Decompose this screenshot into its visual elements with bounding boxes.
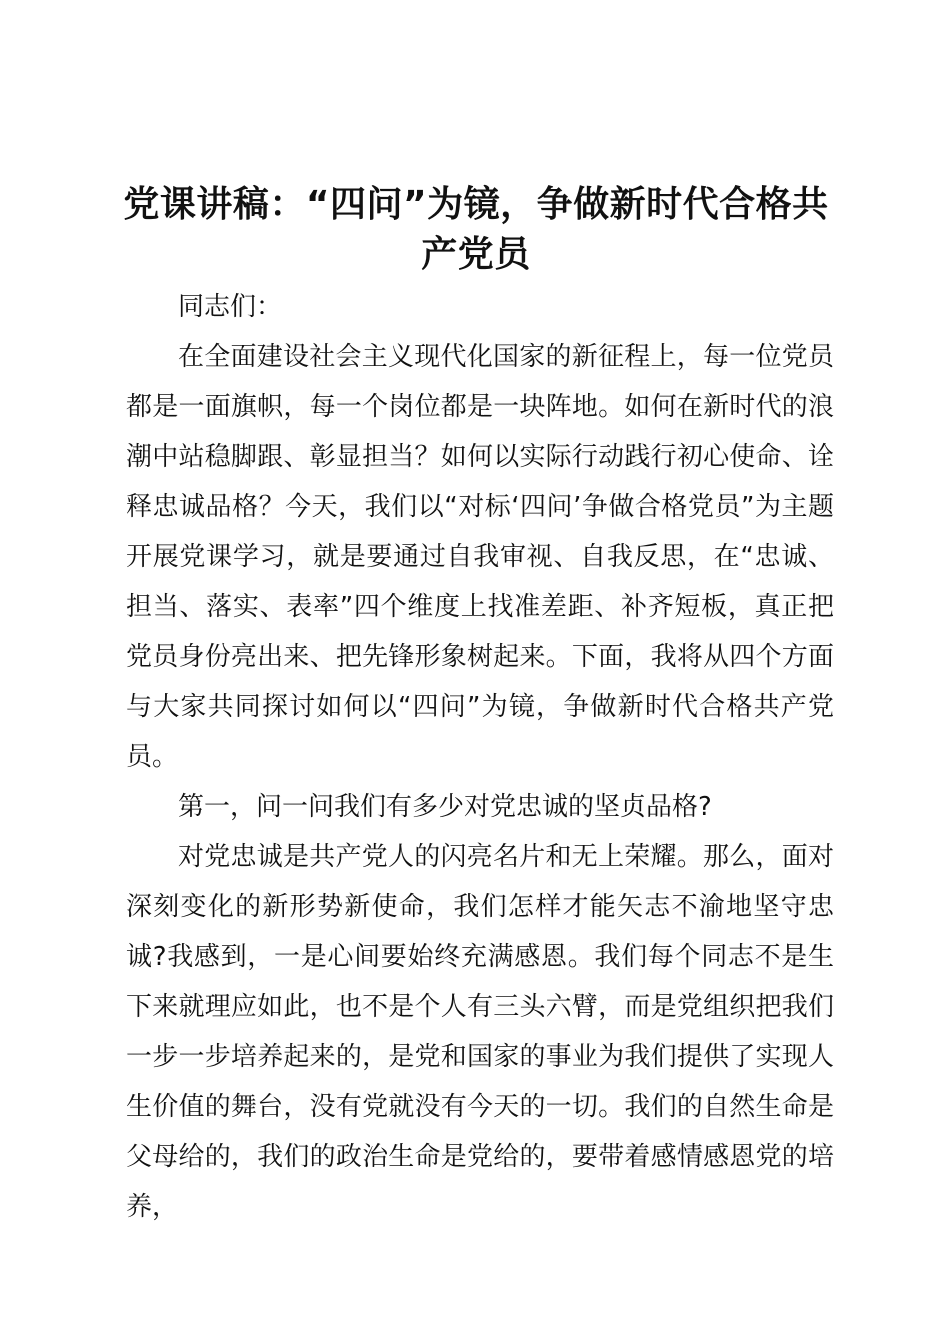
document-body xyxy=(126,282,834,1232)
section-paragraph-1: 对党忠诚是共产党人的闪亮名片和无上荣耀。那么，面对深刻变化的新形势新使命，我们怎样才能矢志不渝地坚守忠诚?我感到，一是心间要始终充满感恩。我们每个同志不是生下来就理应如此，也不是个人有三头六臂，而是党组织把我们一步一步培养起来的，是党和国家的事业为我们提供了实现人生价值的舞台，没有党就没有今天的一切。我们的自然生命是父母给的，我们的政治生命是党给的，要带着感情感恩党的培养， xyxy=(126,842,834,1222)
salutation: 同志们： xyxy=(178,292,283,322)
section-heading-1: 第一，问一问我们有多少对党忠诚的坚贞品格? xyxy=(178,792,712,822)
intro-paragraph: 在全面建设社会主义现代化国家的新征程上，每一位党员都是一面旗帜，每一个岗位都是一块阵地。如何在新时代的浪潮中站稳脚跟、彰显担当？如何以实际行动践行初心使命、诠释忠诚品格？今天，我们以“对标‘四问’争做合格党员”为主题开展党课学习，就是要通过自我审视、自我反思，在“忠诚、担当、落实、表率”四个维度上找准差距、补齐短板，真正把党员身份亮出来、把先锋形象树起来。下面，我将从四个方面与大家共同探讨如何以“四问”为镜，争做新时代合格共产党员。 xyxy=(126,342,834,772)
title-line-1: 党课讲稿：“四问”为镜，争做新时代合格共 xyxy=(123,184,829,225)
document-title xyxy=(120,180,832,280)
title-line-2: 产党员 xyxy=(421,234,531,275)
